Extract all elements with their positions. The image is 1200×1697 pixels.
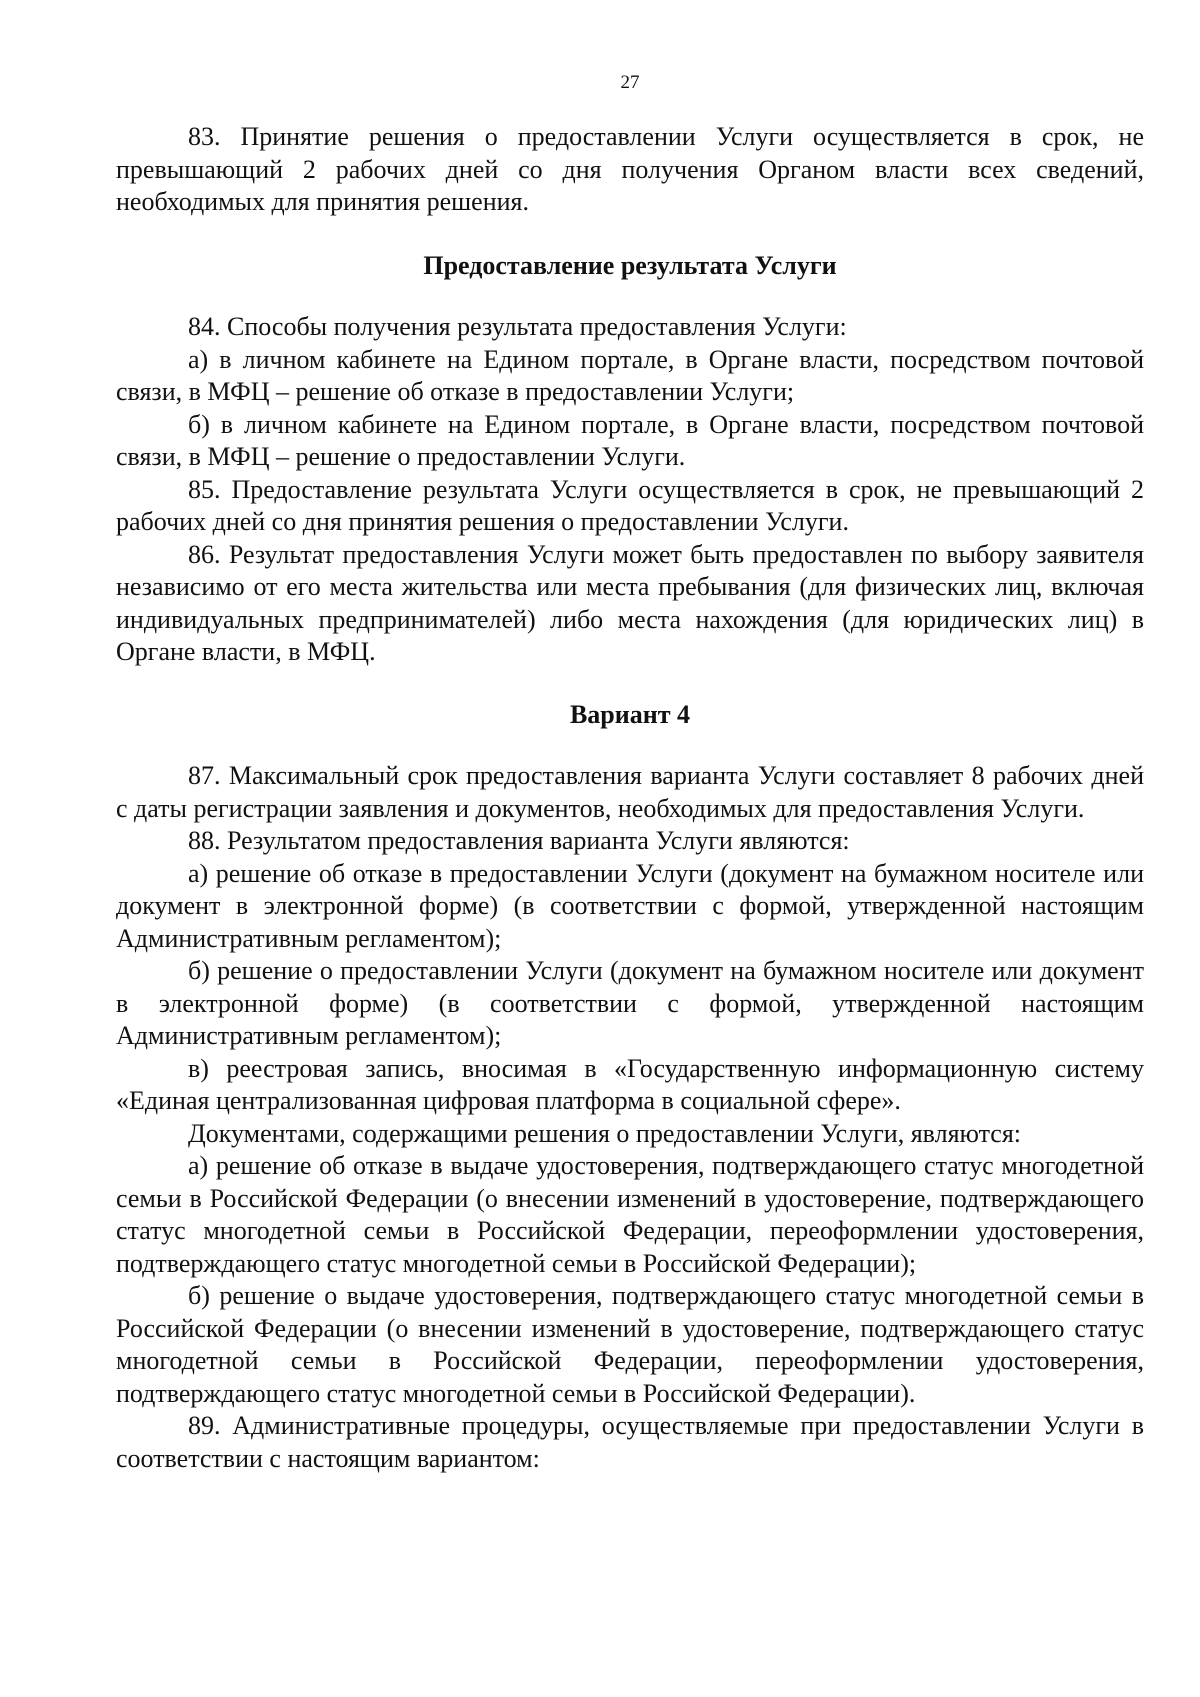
- section-heading-variant-4: Вариант 4: [569, 700, 691, 729]
- paragraph-85: 85. Предоставление результата Услуги осуществляется в срок, не превышающий 2 рабочих дней со дня принятия решения о предоставлении Услуги.: [116, 474, 1144, 536]
- paragraph-87: 87. Максимальный срок предоставления варианта Услуги составляет 8 рабочих дней с даты регистрации заявления и документов, необходимых для предоставления Услуги.: [116, 761, 1144, 823]
- paragraph-84-b: б) в личном кабинете на Едином портале, в Органе власти, посредством почтовой связи, в МФЦ – решение о предоставлении Услуги.: [116, 409, 1144, 471]
- paragraph-block-83: [116, 121, 1144, 219]
- paragraph-block-84-86: [116, 311, 1144, 669]
- paragraph-84-a: а) в личном кабинете на Едином портале, в Органе власти, посредством почтовой связи, в МФЦ – решение об отказе в предоставлении Услуги;: [116, 344, 1144, 406]
- paragraph-89: 89. Административные процедуры, осуществляемые при предоставлении Услуги в соответствии с настоящим вариантом:: [116, 1411, 1144, 1473]
- paragraph-84: 84. Способы получения результата предоставления Услуги:: [188, 312, 847, 341]
- paragraph-88-v: в) реестровая запись, вносимая в «Государственную информационную систему «Единая централизованная цифровая платформа в социальной сфере».: [116, 1053, 1144, 1115]
- paragraph-block-87-89: [116, 760, 1144, 1475]
- paragraph-88-a: а) решение об отказе в предоставлении Услуги (документ на бумажном носителе или документ в электронной форме) (в соответствии с формой, утвержденной настоящим Административным регламентом);: [116, 858, 1144, 953]
- paragraph-88: 88. Результатом предоставления варианта Услуги являются:: [188, 826, 850, 855]
- page-number: 27: [620, 72, 640, 93]
- paragraph-83: 83. Принятие решения о предоставлении Услуги осуществляется в срок, не превышающий 2 рабочих дней со дня получения Органом власти всех сведений, необходимых для принятия решения.: [116, 122, 1144, 216]
- section-heading-result: Предоставление результата Услуги: [423, 251, 837, 280]
- paragraph-88-b: б) решение о предоставлении Услуги (документ на бумажном носителе или документ в электронной форме) (в соответствии с формой, утвержденной настоящим Административным регламентом);: [116, 956, 1144, 1050]
- paragraph-documents-intro: Документами, содержащими решения о предоставлении Услуги, являются:: [188, 1118, 1022, 1148]
- paragraph-documents-a: а) решение об отказе в выдаче удостоверения, подтверждающего статус многодетной семьи в Российской Федерации (о внесении изменений в удостоверение, подтверждающего статус многодетной семьи в Российской Федерации, переоформлении удостоверения, подтверждающего статус многодетной семьи в Российской Федерации);: [116, 1151, 1144, 1278]
- paragraph-documents-b: б) решение о выдаче удостоверения, подтверждающего статус многодетной семьи в Российской Федерации (о внесении изменений в удостоверение, подтверждающего статус многодетной семьи в Российской Федерации, переоформлении удостоверения, подтверждающего статус многодетной семьи в Российской Федерации).: [116, 1281, 1144, 1408]
- paragraph-86: 86. Результат предоставления Услуги может быть предоставлен по выбору заявителя независимо от его места жительства или места пребывания (для физических лиц, включая индивидуальных предпринимателей) либо места нахождения (для юридических лиц) в Органе власти, в МФЦ.: [116, 539, 1144, 666]
